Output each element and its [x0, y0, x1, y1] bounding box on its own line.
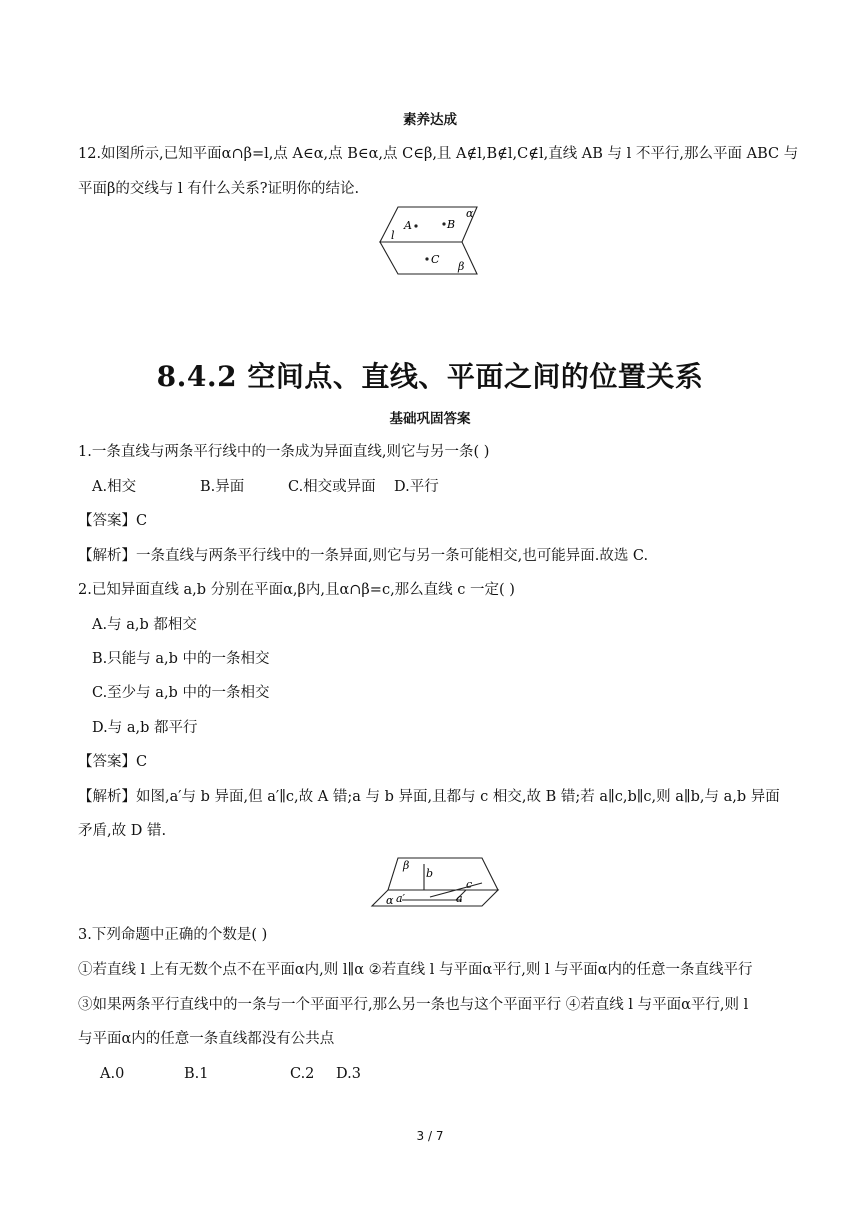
- question-3-stem: 3.下列命题中正确的个数是( ): [78, 927, 268, 943]
- question-2-option-a: A.与 a,b 都相交: [92, 617, 197, 633]
- label-line-c: c: [466, 878, 473, 891]
- label-plane-beta: β: [458, 260, 465, 273]
- page-number: 3 / 7: [416, 1129, 444, 1143]
- label-line-a: a: [456, 892, 463, 905]
- option-c: C.相交或异面: [288, 479, 376, 495]
- question-12-line-1: 12.如图所示,已知平面α∩β=l,点 A∈α,点 B∈α,点 C∈β,且 A∉l,B∉l,C∉l,直线 AB 与 l 不平行,那么平面 ABC 与: [78, 146, 799, 162]
- question-12-line-2: 平面β的交线与 l 有什么关系?证明你的结论.: [78, 181, 360, 197]
- question-2-option-d: D.与 a,b 都平行: [92, 720, 198, 736]
- label-plane-alpha: α: [386, 894, 394, 907]
- page-subtitle: 基础巩固答案: [389, 411, 471, 427]
- option-d: D.平行: [394, 479, 439, 495]
- label-point-c: C: [431, 253, 440, 266]
- label-plane-alpha: α: [466, 207, 474, 220]
- question-1-options: [78, 476, 790, 498]
- question-2-analysis-line-2: 矛盾,故 D 错.: [78, 823, 167, 839]
- question-2-option-b: B.只能与 a,b 中的一条相交: [92, 651, 270, 667]
- label-line-l: l: [391, 229, 395, 242]
- option-c: C.2: [290, 1066, 315, 1082]
- figure-planes-alpha-beta: [374, 204, 486, 276]
- section-heading: 素养达成: [403, 112, 457, 128]
- question-1-answer: 【答案】C: [78, 513, 148, 529]
- question-3-options: [78, 1063, 790, 1085]
- label-point-b: B: [447, 218, 456, 231]
- question-2-analysis-line-1: 【解析】如图,a′与 b 异面,但 a′∥c,故 A 错;a 与 b 异面,且都与 c 相交,故 B 错;若 a∥c,b∥c,则 a∥b,与 a,b 异面: [78, 789, 780, 805]
- label-point-a: A: [404, 219, 412, 232]
- label-line-a-prime: a′: [396, 892, 406, 905]
- option-a: A.相交: [92, 479, 137, 495]
- point-a-dot: [414, 224, 417, 227]
- question-3-statement-line-2: ③如果两条平行直线中的一条与一个平面平行,那么另一条也与这个平面平行 ④若直线 l 与平面α平行,则 l: [78, 997, 749, 1013]
- label-line-b: b: [426, 867, 434, 880]
- page-title: 8.4.2 空间点、直线、平面之间的位置关系: [156, 360, 704, 393]
- option-d: D.3: [336, 1066, 361, 1082]
- point-b-dot: [442, 222, 445, 225]
- option-a: A.0: [100, 1066, 125, 1082]
- question-1-analysis: 【解析】一条直线与两条平行线中的一条异面,则它与另一条可能相交,也可能异面.故选 C.: [78, 548, 649, 564]
- point-c-dot: [425, 257, 428, 260]
- question-2-option-c: C.至少与 a,b 中的一条相交: [92, 685, 270, 701]
- label-plane-beta: β: [403, 859, 410, 872]
- question-1-stem: 1.一条直线与两条平行线中的一条成为异面直线,则它与另一条( ): [78, 444, 490, 460]
- option-b: B.1: [184, 1066, 209, 1082]
- question-2-answer: 【答案】C: [78, 754, 148, 770]
- option-b: B.异面: [200, 479, 245, 495]
- question-3-statement-line-1: ①若直线 l 上有无数个点不在平面α内,则 l∥α ②若直线 l 与平面α平行,则 l 与平面α内的任意一条直线平行: [78, 962, 753, 978]
- question-3-statement-line-3: 与平面α内的任意一条直线都没有公共点: [78, 1031, 335, 1047]
- figure-skew-lines: [370, 856, 500, 910]
- question-2-stem: 2.已知异面直线 a,b 分别在平面α,β内,且α∩β=c,那么直线 c 一定( ): [78, 582, 515, 598]
